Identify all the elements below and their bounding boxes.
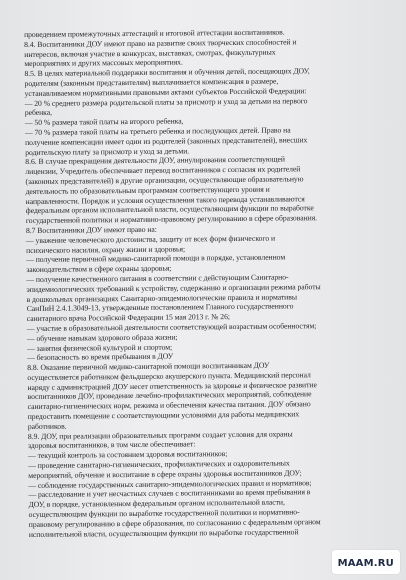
- text-line: — получение качественного питания в соответствии с действующим Санитарно-: [26, 272, 289, 284]
- text-line: осуществляющим функции по выработке государственной политики и нормативно-: [28, 507, 300, 520]
- text-line: — проведение санитарно-гигиенических, профилактических и оздоровительных: [28, 458, 290, 471]
- text-line: эпидемиологических требований к устройству, содержанию и организации режима работы: [26, 281, 321, 294]
- text-line: законодательством в сфере охраны здоровья;: [26, 263, 172, 275]
- text-line: получение компенсации имеет один из родителей (законных представителей), внесших: [25, 135, 308, 147]
- text-line: ребенка,: [24, 108, 52, 118]
- text-line: — расследование и учет несчастных случаев с воспитанниками во время пребывания в: [28, 487, 311, 500]
- text-line: государственной политики и нормативно-правовому регулированию в сфере образования.: [25, 213, 318, 226]
- text-line: 8.8. Оказание первичной медико-санитарной помощи воспитанникам ДОУ: [27, 360, 270, 373]
- text-line: проведением промежуточных аттестаций и итоговой аттестации воспитанников.: [24, 27, 285, 39]
- text-line: родительскую плату за присмотр и уход за детьми.: [25, 145, 190, 157]
- text-line: — 20 % среднего размера родительской платы за присмотр и уход за детьми на первого: [24, 95, 308, 108]
- text-line: воспитанников ДОУ, проведение лечебно-профилактических мероприятий, соблюдение: [27, 389, 312, 402]
- text-line: — 50 % размера такой платы на второго ребенка,: [24, 116, 184, 128]
- text-line: — обучение навыкам здорового образа жизни;: [26, 332, 178, 343]
- text-line: санитарно-гигиенических норм, режима и обеспечения качества питания. ДОУ обязано: [27, 399, 311, 412]
- text-line: СанПиН 2.4.1.3049-13, утвержденные постановлением Главного государственного: [26, 301, 294, 314]
- text-line: деятельность по образовательным программам соответствующего уровня и: [25, 184, 270, 196]
- text-line: устанавливаемом нормативными правовыми актами субъектов Российской Федерации:: [24, 86, 307, 98]
- text-line: — участие в образовательной деятельности соответствующей возрастным особенностям;: [26, 321, 317, 333]
- text-line: — занятия физической культурой и спортом;: [27, 342, 173, 353]
- text-line: осуществляется работником фельдшерско акушерского пункта. Медицинский персонал: [27, 370, 311, 382]
- text-line: родителям (законным представителям) выплачивается компенсация в размере,: [24, 76, 279, 88]
- text-line: — текущий контроль за состоянием здоровья воспитанников;: [28, 449, 228, 461]
- text-line: мероприятий, обучение и воспитание в сфере охраны здоровья воспитанников ДОУ;: [28, 468, 302, 480]
- text-line: 8.9. ДОУ, при реализации образовательных программ создает условия для охраны: [27, 429, 293, 441]
- text-line: предоставить помещение с соответствующими условиями для работы медицинских: [27, 409, 300, 422]
- text-line: — получение первичной медико-санитарной помощи в порядке, установленном: [26, 252, 286, 265]
- document-body: [24, 26, 401, 549]
- text-line: в дошкольных организациях Санитарно-эпидемиологические правила и нормативы: [26, 291, 297, 304]
- text-line: интересов, включая участие в конкурсах, выставках, смотрах, физкультурных: [24, 47, 276, 59]
- text-line: психического насилия, охрану жизни и здоровья;: [26, 243, 186, 255]
- text-line: санитарного врача Российской Федерации 15 мая 2013 г. № 26;: [26, 312, 231, 324]
- text-line: 8.6. В случае прекращения деятельности ДОУ, аннулирования соответствующей: [25, 154, 285, 167]
- text-line: — уважение человеческого достоинства, защиту от всех форм физического и: [25, 233, 276, 245]
- text-line: 8.4. Воспитанники ДОУ имеют право на развитие своих творческих способностей и: [24, 37, 297, 49]
- text-line: — соблюдение государственных санитарно-эпидемиологических правил и нормативов;: [28, 477, 312, 490]
- text-line: — безопасность во время пребывания в ДОУ: [27, 351, 174, 363]
- text-line: — 70 % размера такой платы на третьего ребенка и последующих детей. Право на: [24, 125, 291, 137]
- text-line: наряду с администрацией ДОУ несет ответственность за здоровье и физическое развитие: [27, 379, 317, 392]
- text-line: 8.7 Воспитанники ДОУ имеют право на:: [25, 224, 157, 235]
- text-line: исполнительной власти, осуществляющим функции по выработке государственной: [28, 527, 299, 539]
- watermark-text: MAAM.RU: [337, 558, 394, 569]
- text-line: правовому регулированию в сфере образования, по согласованию с федеральным органом: [28, 517, 321, 529]
- text-line: федеральным органом исполнительной власти, осуществляющим функции по выработке: [25, 203, 314, 216]
- text-line: мероприятиях и других массовых мероприятиях.: [24, 57, 183, 69]
- text-line: работников.: [27, 421, 67, 431]
- text-line: ДОУ, в порядке, установленном федеральным органом исполнительной власти,: [28, 497, 285, 510]
- text-line: лицензии, Учредитель обеспечивает перевод воспитанников с согласия их родителей: [25, 164, 301, 177]
- text-line: (законных представителей) в другие организации, осуществляющие образовательную: [25, 174, 304, 186]
- text-line: 8.5. В целях материальной поддержки воспитания и обучения детей, посещающих ДОУ,: [24, 66, 310, 79]
- text-line: здоровья воспитанников, в том числе обеспечивает:: [27, 439, 196, 451]
- text-line: направленности. Порядок и условия осуществления такого перевода устанавливаются: [25, 193, 305, 206]
- maam-watermark-logo: [332, 550, 400, 574]
